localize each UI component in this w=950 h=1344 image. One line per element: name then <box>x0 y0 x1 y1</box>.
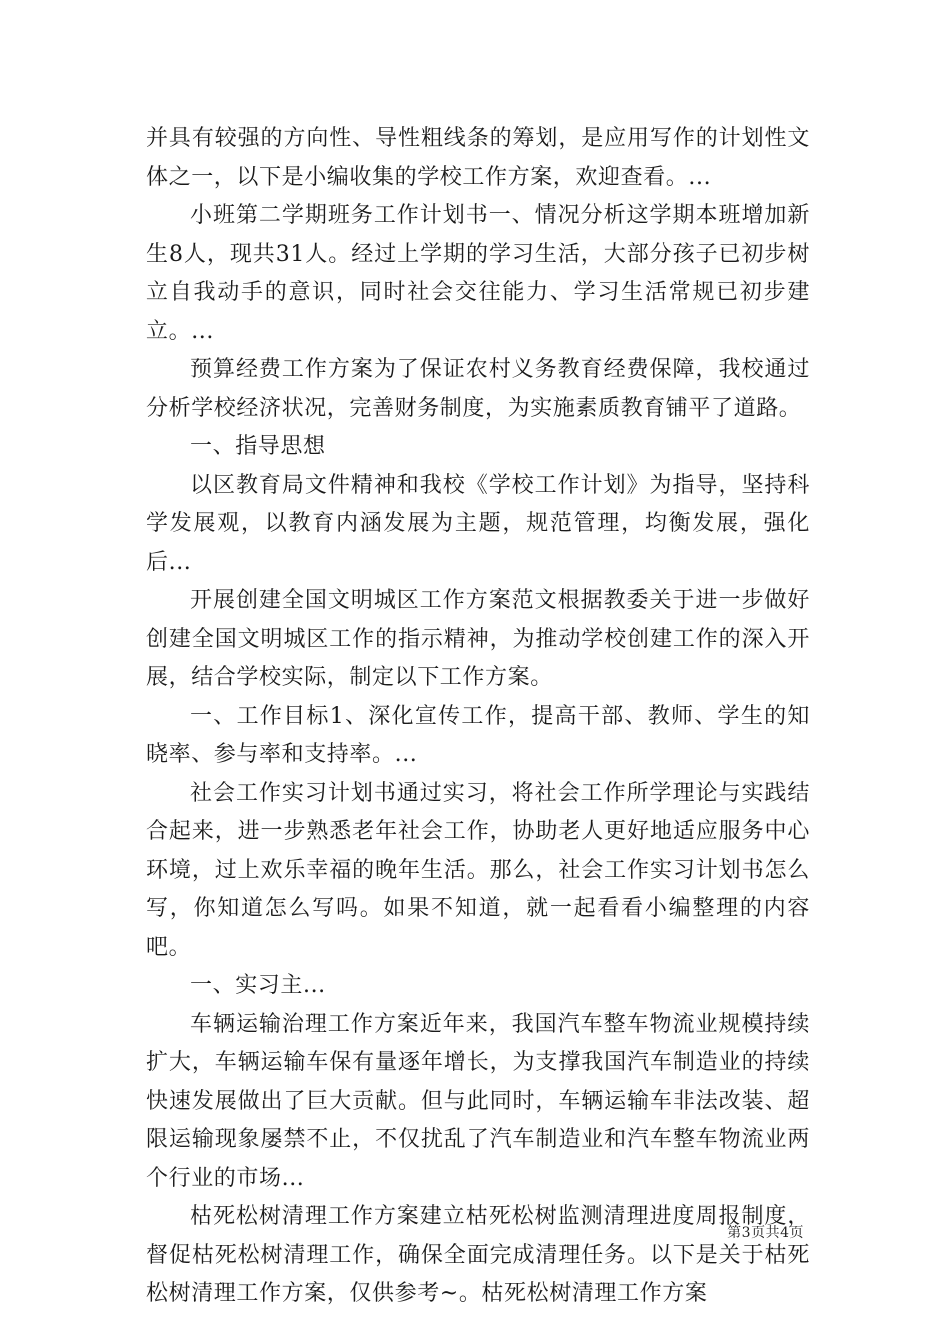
paragraph: 车辆运输治理工作方案近年来，我国汽车整车物流业规模持续扩大，车辆运输车保有量逐年增长，为支撑我国汽车制造业的持续快速发展做出了巨大贡献。但与此同时，车辆运输车非法改装、超限运输现象屡禁不止，不仅扰乱了汽车制造业和汽车整车物流业两个行业的市场... <box>146 1011 810 1191</box>
paragraph: 以区教育局文件精神和我校《学校工作计划》为指导，坚持科学发展观，以教育内涵发展为主题，规范管理，均衡发展，强化后... <box>146 472 810 575</box>
section-heading: 一、指导思想 <box>190 434 326 459</box>
page-number: 第3页共4页 <box>727 1225 804 1241</box>
document-body <box>146 120 810 1314</box>
paragraph: 枯死松树清理工作方案建立枯死松树监测清理进度周报制度，督促枯死松树清理工作，确保全面完成清理任务。以下是关于枯死松树清理工作方案，仅供参考~。枯死松树清理工作方案 <box>146 1204 810 1306</box>
paragraph: 社会工作实习计划书通过实习，将社会工作所学理论与实践结合起来，进一步熟悉老年社会工作，协助老人更好地适应服务中心环境，过上欢乐幸福的晚年生活。那么，社会工作实习计划书怎么写，你知道怎么写吗。如果不知道，就一起看看小编整理的内容吧。 <box>146 780 810 960</box>
paragraph: 一、工作目标1、深化宣传工作，提高干部、教师、学生的知晓率、参与率和支持率。... <box>146 703 810 767</box>
paragraph: 小班第二学期班务工作计划书一、情况分析这学期本班增加新生8人，现共31人。经过上学期的学习生活，大部分孩子已初步树立自我动手的意识，同时社会交往能力、学习生活常规已初步建立。... <box>146 203 810 344</box>
paragraph: 并具有较强的方向性、导性粗线条的筹划，是应用写作的计划性文体之一，以下是小编收集的学校工作方案，欢迎查看。... <box>146 126 810 190</box>
paragraph: 预算经费工作方案为了保证农村义务教育经费保障，我校通过分析学校经济状况，完善财务制度，为实施素质教育铺平了道路。 <box>146 357 810 421</box>
paragraph: 一、实习主... <box>190 973 326 998</box>
paragraph: 开展创建全国文明城区工作方案范文根据教委关于进一步做好创建全国文明城区工作的指示精神，为推动学校创建工作的深入开展，结合学校实际，制定以下工作方案。 <box>146 588 810 690</box>
